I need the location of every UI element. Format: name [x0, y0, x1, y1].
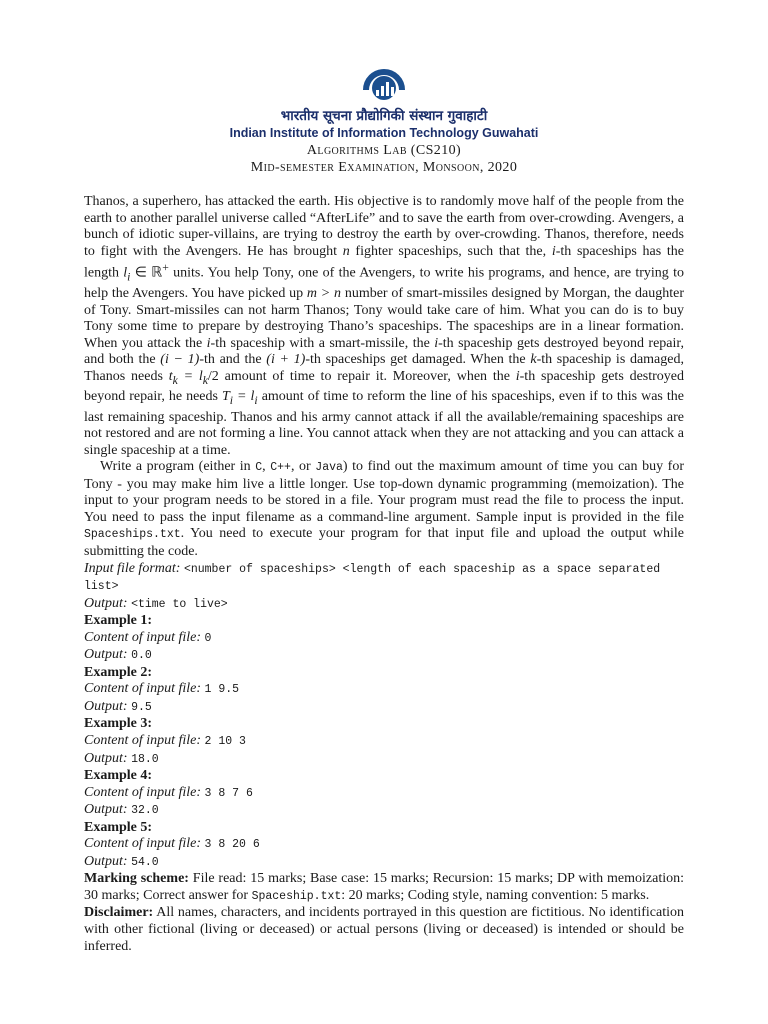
input-format: Input file format: <number of spaceships> <length of each spaceship as a space separated list> — [84, 560, 661, 594]
problem-paragraph-1: Thanos, a superhero, has attacked the earth. His objective is to randomly move half of the people from the earth to another parallel universe called “AfterLife” and to save the earth from over-crowding. Avengers, a bunch of idiotic super-villains, are trying to destroy the earth by over-crowding. Thanos, therefore, needs to fight with the Avengers. He has brought n fighter spaceships, such that the, i-th spaceships has the length $l_i$ ∈ ℝ+ units. You help Tony, one of the Avengers, to write his programs, and hence, are trying to help the Avengers. You have picked up m > n number of smart-missiles designed by Morgan, the daughter of Tony. Smart-missiles can not harm Thanos; Tony would take care of him. What you can do is to buy Tony some time to prepare by destroying Thano’s spaceships. The spaceships are in a linear formation. When you attack the i-th spaceship with a smart-missile, the i-th spaceship gets destroyed beyond repair, and both the (i − 1)-th and the (i + 1)-th spaceships get damaged. When the k-th spaceship is damaged, Thanos needs $t_k = l_k/2$ amount of time to repair it. Moreover, when the i-th spaceship gets destroyed beyond repair, he needs $T_i = l_i$ amount of time to reform the line of his spaceships, even if to this was the last remaining spaceship. Thanos and his army cannot attack if all the available/remaining spaceships are not restored and are not forming a line. You cannot attack when they are not attacking and you can attack a single spaceship at a time. — [84, 194, 685, 458]
marking-scheme: Marking scheme: File read: 15 marks; Base case: 15 marks; Recursion: 15 marks; DP with memoization: 30 marks; Correct answer for Spaceship.txt: 20 marks; Coding style, naming convention: 5 marks. — [84, 871, 685, 903]
example-output: Output: 32.0 — [84, 802, 159, 818]
exam-title: Mid-semester Examination, Monsoon, 2020 — [250, 159, 518, 175]
example-4 — [84, 768, 684, 820]
output-format: Output: <time to live> — [84, 595, 228, 611]
example-3 — [84, 716, 684, 768]
example-title: Example 1: — [84, 613, 153, 629]
example-title: Example 2: — [84, 664, 153, 680]
example-input: Content of input file: 2 10 3 — [84, 733, 246, 748]
example-output: Output: 9.5 — [84, 698, 152, 714]
problem-paragraph-2: Write a program (either in C, C++, or Java) to find out the maximum amount of time you can buy for Tony - you may make him live a little longer. Use top-down dynamic programming (memoization). The input to your program needs to be stored in a file. Your program must read the file to process the input. You need to pass the input filename as a command-line argument. Sample input is provided in the file Spaceships.txt. You need to execute your program for that input file and upload the output while submitting the code. — [84, 459, 684, 559]
example-input: Content of input file: 3 8 20 6 — [84, 836, 260, 852]
example-output: Output: 0.0 — [84, 647, 152, 663]
document-header — [0, 66, 768, 176]
example-input: Content of input file: 0 — [84, 629, 212, 645]
sample-filename: Spaceships.txt — [84, 528, 181, 542]
course-title: Algorithms Lab (CS210) — [306, 143, 462, 158]
disclaimer: Disclaimer: All names, characters, and incidents portrayed in this question are fictitious. No identification with other fictional (living or deceased) or actual persons (living or deceased) is intended or should be inferred. — [84, 905, 684, 954]
example-1 — [84, 613, 684, 665]
institute-name-hindi: भारतीय सूचना प्रौद्योगिकी संस्थान गुवाहाटी — [280, 108, 488, 124]
institute-logo — [361, 66, 407, 106]
example-title: Example 4: — [84, 768, 153, 784]
example-input: Content of input file: 3 8 7 6 — [84, 784, 253, 800]
institute-name-english: Indian Institute of Information Technology Guwahati — [229, 126, 539, 140]
example-2 — [84, 665, 684, 717]
document-body — [84, 194, 684, 955]
example-output: Output: 18.0 — [84, 750, 159, 766]
example-input: Content of input file: 1 9.5 — [84, 681, 240, 697]
example-5 — [84, 820, 684, 872]
example-title: Example 3: — [84, 716, 153, 732]
example-output: Output: 54.0 — [84, 853, 159, 869]
example-title: Example 5: — [84, 819, 153, 835]
